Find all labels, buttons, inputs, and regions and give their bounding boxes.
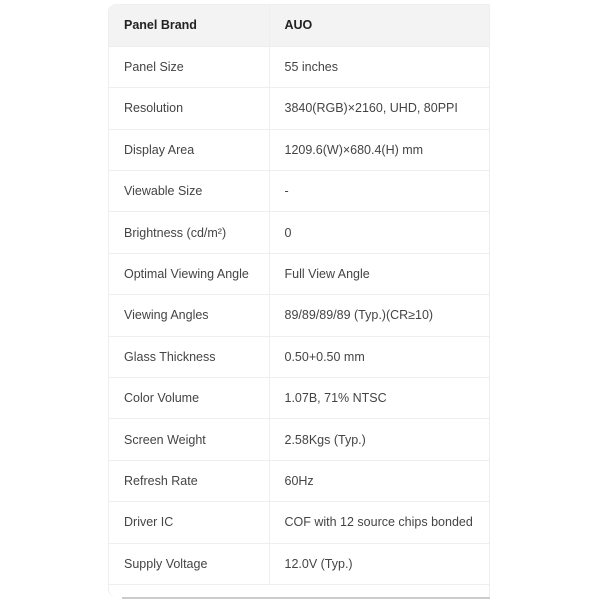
- row-value-cell: -: [269, 171, 489, 212]
- spec-table-container: [108, 4, 490, 597]
- row-key-cell: Viewing Angles: [109, 295, 269, 336]
- row-value-cell: 0: [269, 212, 489, 253]
- table-row: [109, 253, 489, 294]
- row-value-cell: 12.0V (Typ.): [269, 543, 489, 584]
- table-row: [109, 543, 489, 584]
- row-value-cell: 3840(RGB)×2160, UHD, 80PPI: [269, 88, 489, 129]
- row-key-cell: Supply Voltage: [109, 543, 269, 584]
- row-key-cell: Panel Size: [109, 46, 269, 87]
- table-row: [109, 336, 489, 377]
- table-row: [109, 419, 489, 460]
- row-key-cell: Driver IC: [109, 502, 269, 543]
- row-key-cell: Brightness (cd/m²): [109, 212, 269, 253]
- table-row: [109, 171, 489, 212]
- row-value-cell: 2.58Kgs (Typ.): [269, 419, 489, 460]
- row-key-cell: Optimal Viewing Angle: [109, 253, 269, 294]
- row-key-cell: Refresh Rate: [109, 460, 269, 501]
- row-key-cell: Glass Thickness: [109, 336, 269, 377]
- table-row: [109, 46, 489, 87]
- table-row: [109, 129, 489, 170]
- row-value-cell: COF with 12 source chips bonded: [269, 502, 489, 543]
- spec-table: [109, 5, 489, 585]
- row-value-cell: 1.07B, 71% NTSC: [269, 378, 489, 419]
- table-row: [109, 460, 489, 501]
- row-value-cell: 60Hz: [269, 460, 489, 501]
- table-row: [109, 88, 489, 129]
- table-row: [109, 212, 489, 253]
- table-row: [109, 295, 489, 336]
- row-key-cell: Resolution: [109, 88, 269, 129]
- row-value-cell: 1209.6(W)×680.4(H) mm: [269, 129, 489, 170]
- row-key-cell: Screen Weight: [109, 419, 269, 460]
- row-value-cell: Full View Angle: [269, 253, 489, 294]
- row-key-cell: Color Volume: [109, 378, 269, 419]
- row-value-cell: 55 inches: [269, 46, 489, 87]
- table-row: [109, 502, 489, 543]
- header-key-cell: Panel Brand: [109, 5, 269, 46]
- row-key-cell: Viewable Size: [109, 171, 269, 212]
- row-value-cell: 89/89/89/89 (Typ.)(CR≥10): [269, 295, 489, 336]
- row-value-cell: 0.50+0.50 mm: [269, 336, 489, 377]
- table-row: [109, 378, 489, 419]
- row-key-cell: Display Area: [109, 129, 269, 170]
- header-value-cell: AUO: [269, 5, 489, 46]
- table-header-row: [109, 5, 489, 46]
- horizontal-scrollbar[interactable]: [122, 597, 490, 599]
